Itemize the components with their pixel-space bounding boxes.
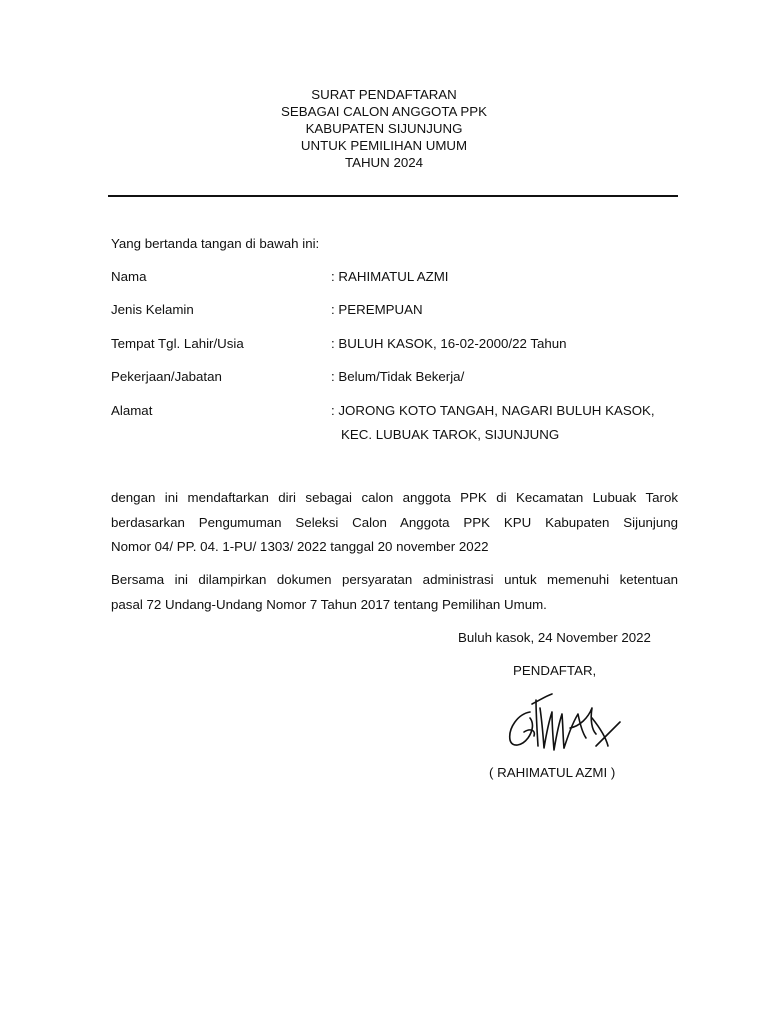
document-heading bbox=[0, 86, 768, 171]
field-value: : RAHIMATUL AZMI bbox=[331, 269, 449, 284]
paragraph-attachments bbox=[111, 568, 678, 617]
heading-line-4: UNTUK PEMILIHAN UMUM bbox=[300, 138, 468, 153]
field-value: : Belum/Tidak Bekerja/ bbox=[331, 369, 465, 384]
field-value: : PEREMPUAN bbox=[331, 302, 423, 317]
field-value: : JORONG KOTO TANGAH, NAGARI BULUH KASOK, bbox=[331, 403, 655, 418]
field-label: Pekerjaan/Jabatan bbox=[111, 369, 222, 384]
paragraph-line: dengan ini mendaftarkan diri sebagai calon anggota PPK di Kecamatan Lubuak Tarok bbox=[111, 490, 678, 505]
place-date: Buluh kasok, 24 November 2022 bbox=[458, 630, 651, 645]
paragraph-line: pasal 72 Undang-Undang Nomor 7 Tahun 2017 tentang Pemilihan Umum. bbox=[111, 596, 547, 612]
signer-name: ( RAHIMATUL AZMI ) bbox=[489, 765, 616, 780]
field-label: Nama bbox=[111, 269, 147, 284]
signer-role: PENDAFTAR, bbox=[513, 663, 597, 678]
field-value: : BULUH KASOK, 16-02-2000/22 Tahun bbox=[331, 336, 567, 351]
paragraph-line: berdasarkan Pengumuman Seleksi Calon Anggota PPK KPU Kabupaten Sijunjung bbox=[111, 514, 678, 530]
field-label: Alamat bbox=[111, 403, 153, 418]
heading-line-3: KABUPATEN SIJUNJUNG bbox=[305, 121, 463, 136]
paragraph-registration bbox=[111, 486, 678, 560]
handwritten-signature bbox=[500, 688, 630, 758]
heading-line-5: TAHUN 2024 bbox=[344, 155, 424, 170]
heading-line-2: SEBAGAI CALON ANGGOTA PPK bbox=[281, 104, 487, 119]
paragraph-line: Nomor 04/ PP. 04. 1-PU/ 1303/ 2022 tanggal 20 november 2022 bbox=[111, 539, 489, 554]
field-label: Jenis Kelamin bbox=[111, 302, 194, 317]
heading-divider bbox=[108, 195, 678, 197]
paragraph-line: Bersama ini dilampirkan dokumen persyaratan administrasi untuk memenuhi ketentuan bbox=[111, 572, 678, 587]
heading-line-1: SURAT PENDAFTARAN bbox=[311, 87, 457, 102]
field-value-continued: KEC. LUBUAK TAROK, SIJUNJUNG bbox=[341, 427, 560, 442]
field-label: Tempat Tgl. Lahir/Usia bbox=[111, 336, 244, 351]
intro-text: Yang bertanda tangan di bawah ini: bbox=[111, 236, 320, 251]
